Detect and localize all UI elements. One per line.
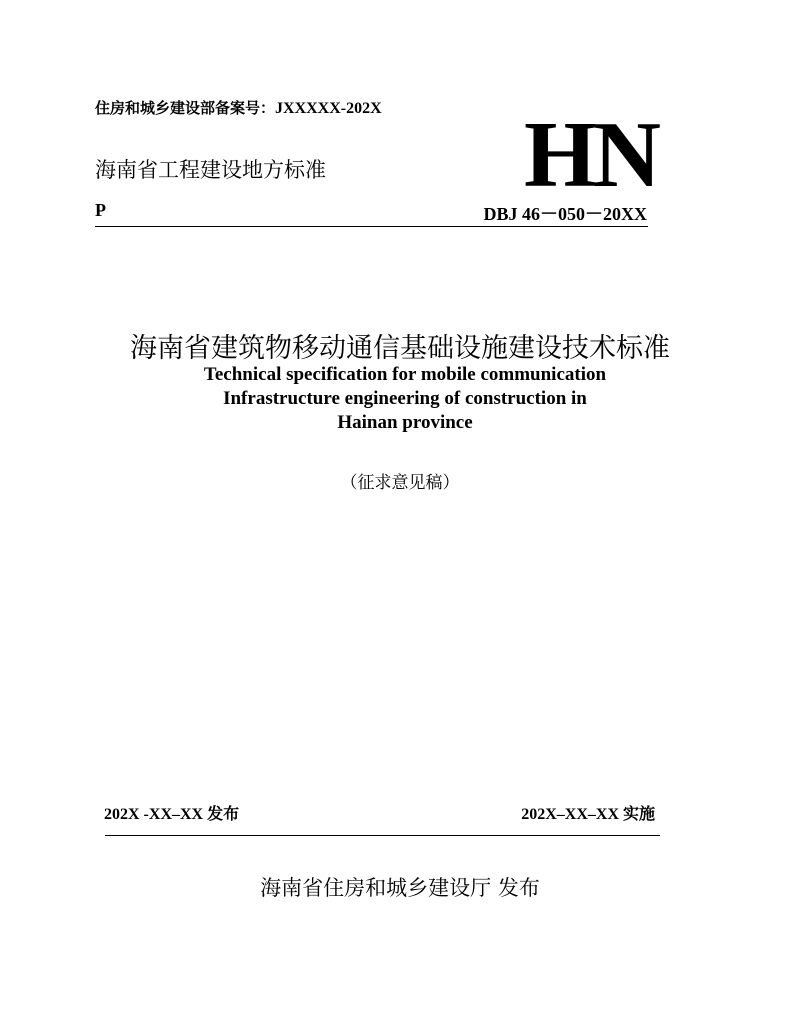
title-english-line-2: Infrastructure engineering of construction in bbox=[223, 388, 587, 409]
record-number: JXXXXX-202X bbox=[275, 100, 382, 117]
standard-number: DBJ 46－050－20XX bbox=[483, 204, 647, 224]
title-chinese: 海南省建筑物移动通信基础设施建设技术标准 bbox=[130, 333, 670, 364]
title-english-line-1: Technical specification for mobile communication bbox=[203, 364, 607, 385]
record-number-line bbox=[95, 97, 382, 118]
header-divider bbox=[95, 226, 648, 227]
publisher: 海南省住房和城乡建设厅 发布 bbox=[260, 876, 540, 900]
draft-note: （征求意见稿） bbox=[340, 473, 460, 493]
effective-date: 202X–XX–XX 实施 bbox=[521, 806, 655, 823]
record-label: 住房和城乡建设部备案号： bbox=[95, 99, 276, 117]
title-english-line-3: Hainan province bbox=[337, 412, 473, 433]
issue-date: 202X -XX–XX 发布 bbox=[104, 806, 240, 823]
class-code: P bbox=[95, 200, 106, 220]
hn-logo: HN bbox=[524, 103, 657, 207]
footer-divider bbox=[105, 835, 660, 836]
standard-category: 海南省工程建设地方标准 bbox=[95, 158, 326, 182]
